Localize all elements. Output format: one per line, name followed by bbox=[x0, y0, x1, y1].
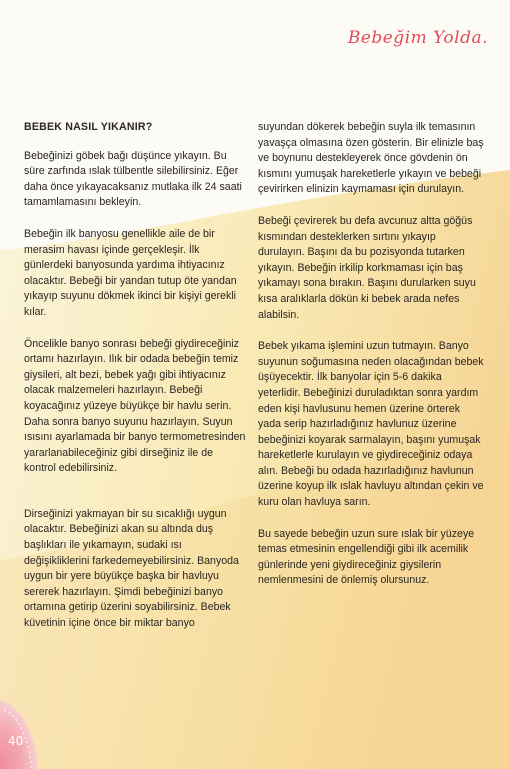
paragraph: Bebek yıkama işlemini uzun tutmayın. Banyo suyunun soğumasına neden olacağından bebek üşüyecektir. İlk banyolar için 5-6 dakika yeterlidir. Bebeğinizi duruladıktan sonra yardım eden kişi havlusunu hemen üzerine örterek yada serip hazırladığınız havlunuz üzerine bebeğinizi koyarak sarmalayın, başını yumuşak hareketlerle kurulayın ve giydireceğiniz odaya alın. Bebeği bu odada hazırladığınız havlunun üzerine koyup ilk ıslak havluyu altından çekin ve kuru olan havluya sarın. bbox=[258, 340, 484, 509]
paragraph: Bu sayede bebeğin uzun sure ıslak bir yüzeye temas etmesinin engellendiği gibi ilk acemilik günlerinde yeni giydireceğiniz giysilerin nemlenmesini de önlemiş olursunuz. bbox=[258, 527, 475, 587]
page-number: 40 bbox=[8, 734, 24, 748]
left-column bbox=[24, 120, 246, 648]
right-column bbox=[258, 120, 484, 605]
paragraph: suyundan dökerek bebeğin suyla ilk temasının yavaşça olmasına özen gösterin. Bir elinizle baş ve boynunu destekleyerek önce gövdenin ön kısmını yumuşak hareketlerle yıkayın ve bebeği çevirirken elinizin kaymaması için durulayın. bbox=[258, 121, 484, 196]
paragraph: Bebeğin ilk banyosu genellikle aile de bir merasim havası içinde gerçekleşir. İlk günlerdeki banyosunda yardıma ihtiyacınız olacaktır. Bebeği bir yandan tutup öte yandan yıkayıp suyunu dökmek ikinci bir kişiyi gerekli kılar. bbox=[24, 227, 237, 318]
article-heading: BEBEK NASIL YIKANIR? bbox=[24, 121, 153, 133]
paragraph: Bebeği çevirerek bu defa avcunuz altta göğüs kısmından desteklerken sırtını yıkayıp durulayın. Başını da bu pozisyonda tutarken yıkayın. Bebeğin irkilip korkmaması için baş yıkamayı sona bırakın. Başını durularken suyu kısa aralıklarla dökün ki bebek arada nefes alabilsin. bbox=[258, 214, 476, 321]
paragraph: Öncelikle banyo sonrası bebeği giydireceğiniz ortamı hazırlayın. Ilık bir odada bebeğin temiz giysileri, alt bezi, bebek yağı gibi ihtiyacınız olacak malzemeleri hazırlayın. Bebeği koyacağınız yüzeye büyükçe bir havlu serin. Daha sonra banyo suyunu hazırlayın. Suyun ısısını ayarlamada bir banyo termometresinden yararlanabileceğiniz gibi dirseğiniz ile de kontrol edebilirsiniz. bbox=[24, 337, 246, 475]
brand-logo: Bebeğim Yolda. bbox=[347, 28, 488, 48]
paragraph: Dirseğinizi yakmayan bir su sıcaklığı uygun olacaktır. Bebeğinizi akan su altında duş başlıkları ile yıkamayın, sudaki ısı değişikliklerini farkedemeyebilirsiniz. Banyoda uygun bir yere büyükçe başka bir havluyu sererek hazırlayın. Şimdi bebeğinizi banyo ortamına getirip üzerini soyabilirsiniz. Bebek küvetinin içine önce bir miktar banyo bbox=[24, 507, 239, 630]
paragraph: Bebeğinizi göbek bağı düşünce yıkayın. Bu süre zarfında ıslak tülbentle silebilirsiniz. Eğer daha önce yıkayacaksanız mutlaka ilk 24 saati tamamlamasını bekleyin. bbox=[24, 149, 242, 209]
page-number-tab bbox=[0, 690, 40, 769]
